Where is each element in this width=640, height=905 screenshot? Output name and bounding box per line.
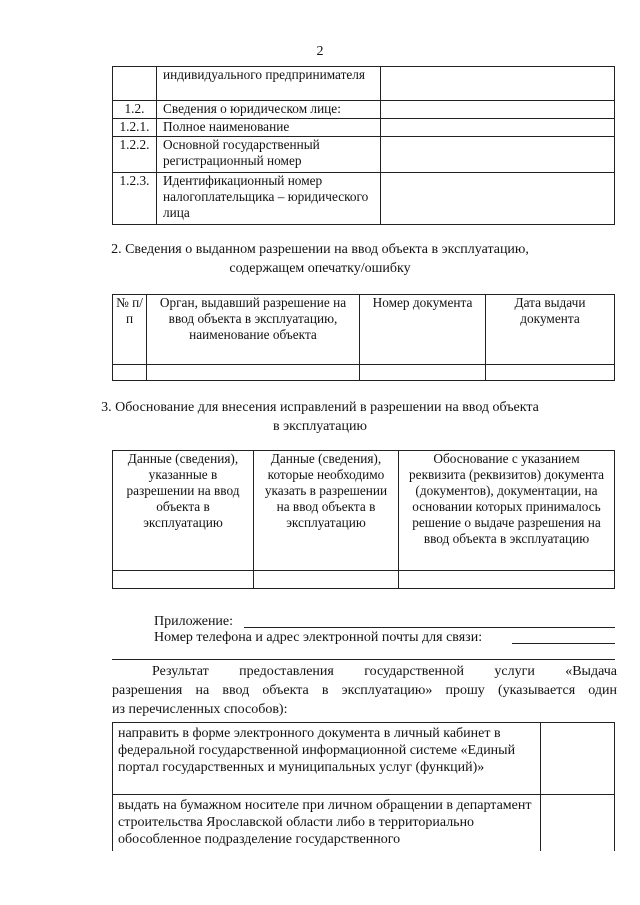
result-word: предоставления (239, 664, 334, 679)
empty-cell (254, 571, 399, 589)
delivery-options-table (112, 722, 615, 851)
col-header-required-data: Данные (сведения), которые необходимо указать в разрешении на ввод объекта в эксплуатацию (254, 451, 399, 571)
option-row (113, 795, 615, 851)
value-cell (381, 101, 615, 119)
option-checkbox-cell[interactable] (541, 795, 615, 851)
contact-label: Номер телефона и адрес электронной почты для связи: (154, 630, 483, 645)
result-line-1 (152, 662, 617, 681)
row-number: 1.2.2. (113, 137, 157, 173)
row-label: Сведения о юридическом лице: (157, 101, 381, 119)
result-line-2: разрешения на ввод объекта в эксплуатацию» прошу (указывается один (112, 683, 617, 698)
row-number: 1.2.1. (113, 119, 157, 137)
row-label: Полное наименование (157, 119, 381, 137)
section-3-heading-line2: в эксплуатацию (273, 419, 367, 434)
option-text: направить в форме электронного документа в личный кабинет в федеральной государственной информационной системе «Единый портал государственных и муниципальных услуг (функций)» (113, 723, 541, 795)
table-row (113, 67, 615, 101)
applicant-info-table (112, 66, 615, 225)
table-row (113, 173, 615, 225)
row-number (113, 67, 157, 101)
empty-cell (360, 365, 486, 381)
table-row (113, 571, 615, 589)
section-2-heading-line1: 2. Сведения о выданном разрешении на ввод объекта в эксплуатацию, (111, 242, 529, 257)
col-header-justification: Обоснование с указанием реквизита (реквизитов) документа (документов), документации, на основании которых принималось решение о выдаче разрешения на ввод объекта в эксплуатацию (399, 451, 615, 571)
section-3-heading-line1: 3. Обоснование для внесения исправлений в разрешении на ввод объекта (101, 400, 539, 415)
result-word: государственной (364, 664, 465, 679)
empty-cell (486, 365, 615, 381)
value-cell (381, 173, 615, 225)
contact-field-line-2 (112, 659, 615, 660)
empty-cell (147, 365, 360, 381)
row-number: 1.2.3. (113, 173, 157, 225)
value-cell (381, 67, 615, 101)
page-number: 2 (316, 44, 324, 59)
table-row (113, 365, 615, 381)
result-word: «Выдача (565, 664, 617, 679)
col-header-number: № п/п (113, 295, 147, 365)
col-header-authority: Орган, выдавший разрешение на ввод объекта в эксплуатацию, наименование объекта (147, 295, 360, 365)
row-label: Основной государственный регистрационный номер (157, 137, 381, 173)
row-label: индивидуального предпринимателя (157, 67, 381, 101)
col-header-current-data: Данные (сведения), указанные в разрешении на ввод объекта в эксплуатацию (113, 451, 254, 571)
result-line-3: из перечисленных способов): (112, 702, 288, 717)
value-cell (381, 137, 615, 173)
result-word: услуги (494, 664, 535, 679)
empty-cell (113, 571, 254, 589)
corrections-table (112, 450, 615, 589)
table-row (113, 101, 615, 119)
table-row (113, 119, 615, 137)
permit-info-table (112, 294, 615, 381)
section-2-heading (60, 240, 580, 278)
result-word: Результат (152, 664, 209, 679)
row-label: Идентификационный номер налогоплательщика – юридического лица (157, 173, 381, 225)
option-checkbox-cell[interactable] (541, 723, 615, 795)
col-header-document-number: Номер документа (360, 295, 486, 365)
attachment-label: Приложение: (154, 614, 234, 629)
option-row (113, 723, 615, 795)
table-header-row (113, 451, 615, 571)
empty-cell (399, 571, 615, 589)
contact-field-line (512, 643, 615, 644)
col-header-issue-date: Дата выдачи документа (486, 295, 615, 365)
value-cell (381, 119, 615, 137)
section-3-heading (60, 398, 580, 436)
table-row (113, 137, 615, 173)
row-number: 1.2. (113, 101, 157, 119)
empty-cell (113, 365, 147, 381)
option-text: выдать на бумажном носителе при личном обращении в департамент строительства Ярославской области либо в территориально обособленное подразделение государственного (113, 795, 541, 851)
table-header-row (113, 295, 615, 365)
section-2-heading-line2: содержащем опечатку/ошибку (229, 261, 411, 276)
